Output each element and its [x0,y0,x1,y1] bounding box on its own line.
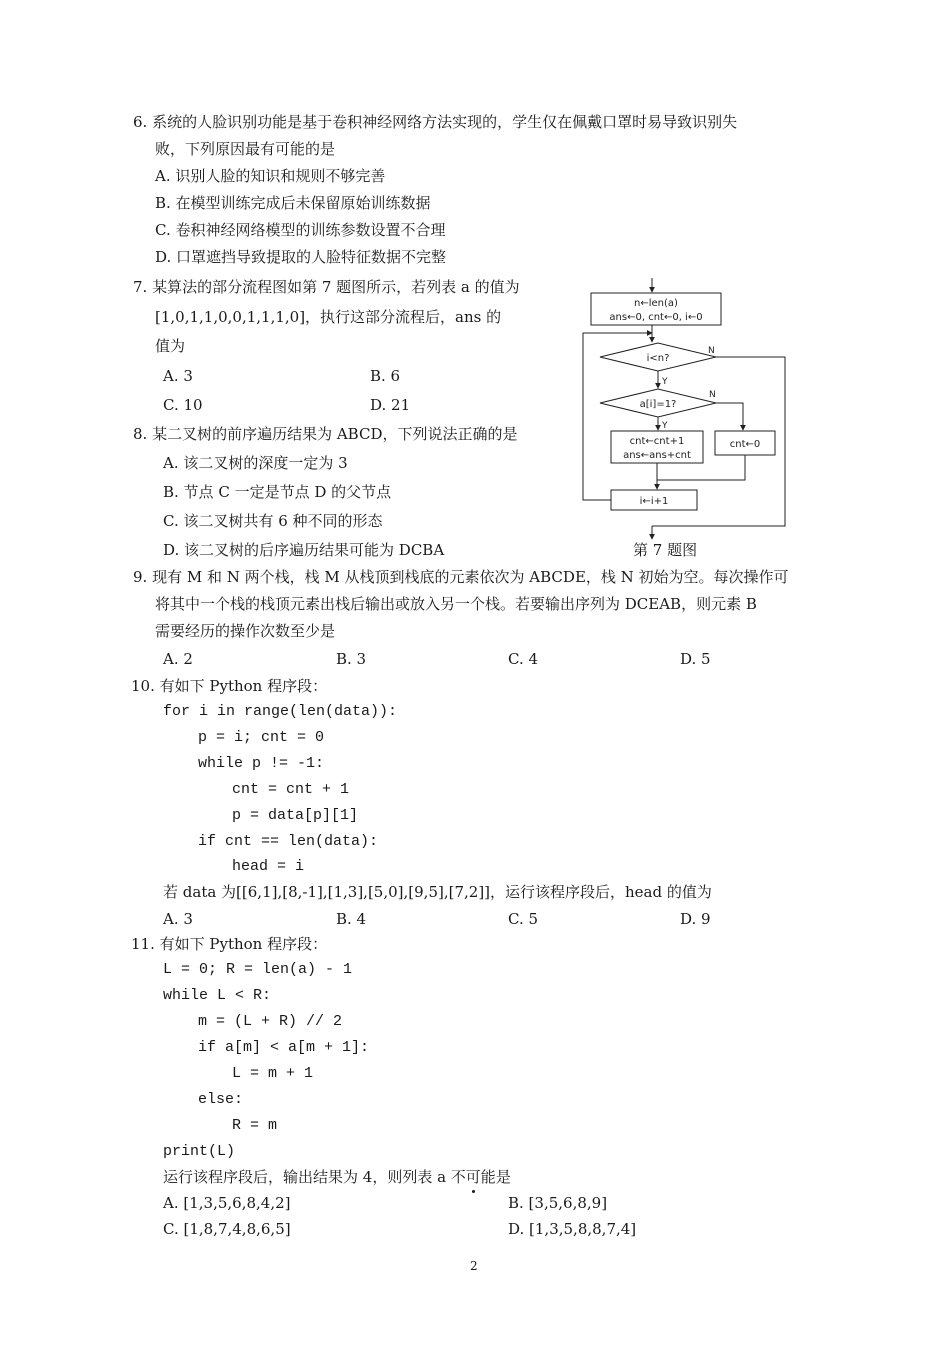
q6-option-a: A. 识别人脸的知识和规则不够完善 [155,167,386,185]
q9-stem-line2: 将其中一个栈的栈顶元素出栈后输出或放入另一个栈。若要输出序列为 DCEAB，则元素 B [155,595,757,613]
q11-code-line: else: [198,1091,244,1108]
q10-code-line: head = i [232,858,305,875]
q6-option-b: B. 在模型训练完成后未保留原始训练数据 [155,194,431,212]
q8-option-a: A. 该二叉树的深度一定为 3 [163,454,348,472]
q9-option-a: A. 2 [163,650,193,668]
q11-code-line: L = 0; R = len(a) - 1 [163,961,353,978]
q10-option-b: B. 4 [336,910,367,928]
q8-option-d: D. 该二叉树的后序遍历结果可能为 DCBA [163,541,445,559]
q6-stem-line1: 6. 系统的人脸识别功能是基于卷积神经网络方法实现的，学生仅在佩戴口罩时易导致识别失 [133,113,738,131]
q8-option-b: B. 节点 C 一定是节点 D 的父节点 [163,483,392,501]
q10-tail: 若 data 为[[6,1],[8,-1],[1,3],[5,0],[9,5],[7,2]]，运行该程序段后，head 的值为 [163,883,712,901]
q7-option-a: A. 3 [163,367,193,385]
flow-incr-box-text: i←i+1 [639,496,669,507]
q9-option-b: B. 3 [336,650,367,668]
q11-option-b: B. [3,5,6,8,9] [508,1194,608,1212]
q11-option-c: C. [1,8,7,4,8,6,5] [163,1220,291,1238]
q10-code-line: cnt = cnt + 1 [232,781,350,798]
flow-cond1-yes-label: Y [662,377,668,387]
q11-code-line: m = (L + R) // 2 [198,1013,343,1030]
q9-option-d: D. 5 [680,650,711,668]
q11-option-a: A. [1,3,5,6,8,4,2] [163,1194,291,1212]
q7-option-d: D. 21 [370,396,411,414]
q7-option-b: B. 6 [370,367,401,385]
q7-option-c: C. 10 [163,396,203,414]
q10-option-c: C. 5 [508,910,539,928]
q10-stem: 10. 有如下 Python 程序段： [131,677,328,695]
q11-code-line: if a[m] < a[m + 1]: [198,1039,370,1056]
q7-flowchart [575,278,795,540]
q10-option-a: A. 3 [163,910,193,928]
flow-cond1-text: i<n? [646,353,670,364]
q11-code-line: L = m + 1 [232,1065,314,1082]
flow-arrow-cond2-no [716,403,743,430]
q10-code-line: for i in range(len(data)): [163,703,398,720]
q8-option-c: C. 该二叉树共有 6 种不同的形态 [163,512,383,530]
flow-init-line1: n←len(a) [634,298,678,309]
q11-stem: 11. 有如下 Python 程序段： [131,935,328,953]
flow-cond2-yes-label: Y [662,421,668,431]
q11-code-line: print(L) [163,1143,236,1160]
q11-tail-emphasis: 不可能 [450,1168,496,1186]
flow-cond1-no-label: N [708,346,715,356]
q7-figure-caption: 第 7 题图 [633,541,698,559]
q11-tail-pre: 运行该程序段后，输出结果为 4，则列表 a [163,1168,451,1186]
page-number: 2 [470,1259,478,1273]
flow-init-line2: ans←0, cnt←0, i←0 [609,312,703,323]
q11-code-line: while L < R: [163,987,272,1004]
q10-code-line: while p != -1: [198,755,325,772]
q7-stem-line3: 值为 [155,337,186,355]
q7-stem-line1: 7. 某算法的部分流程图如第 7 题图所示，若列表 a 的值为 [133,278,520,296]
q7-stem-line2: [1,0,1,1,0,0,1,1,1,0]，执行这部分流程后，ans 的 [155,308,502,326]
q6-stem-line2: 败，下列原因最有可能的是 [155,140,336,158]
q8-stem: 8. 某二叉树的前序遍历结果为 ABCD，下列说法正确的是 [133,425,518,443]
flow-no-box-text: cnt←0 [729,439,761,450]
q9-option-c: C. 4 [508,650,539,668]
q6-option-c: C. 卷积神经网络模型的训练参数设置不合理 [155,221,446,239]
q9-stem-line3: 需要经历的操作次数至少是 [155,622,336,640]
q11-option-d: D. [1,3,5,8,8,7,4] [508,1220,637,1238]
flow-cond2-no-label: N [709,390,716,400]
q10-code-line: if cnt == len(data): [198,833,379,850]
q10-option-d: D. 9 [680,910,711,928]
q11-code-line: R = m [232,1117,278,1134]
flow-yes-box-line1: cnt←cnt+1 [629,436,685,447]
flow-yes-box-line2: ans←ans+cnt [623,450,691,461]
q9-stem-line1: 9. 现有 M 和 N 两个栈，栈 M 从栈顶到栈底的元素依次为 ABCDE，栈 N 初始为空。每次操作可 [133,568,789,586]
q11-tail-post: 是 [495,1168,511,1186]
q11-tail [163,1167,511,1187]
q6-option-d: D. 口罩遮挡导致提取的人脸特征数据不完整 [155,248,447,266]
flow-cond2-text: a[i]=1? [639,399,677,410]
q10-code-line: p = data[p][1] [232,807,359,824]
q10-code-line: p = i; cnt = 0 [198,729,325,746]
